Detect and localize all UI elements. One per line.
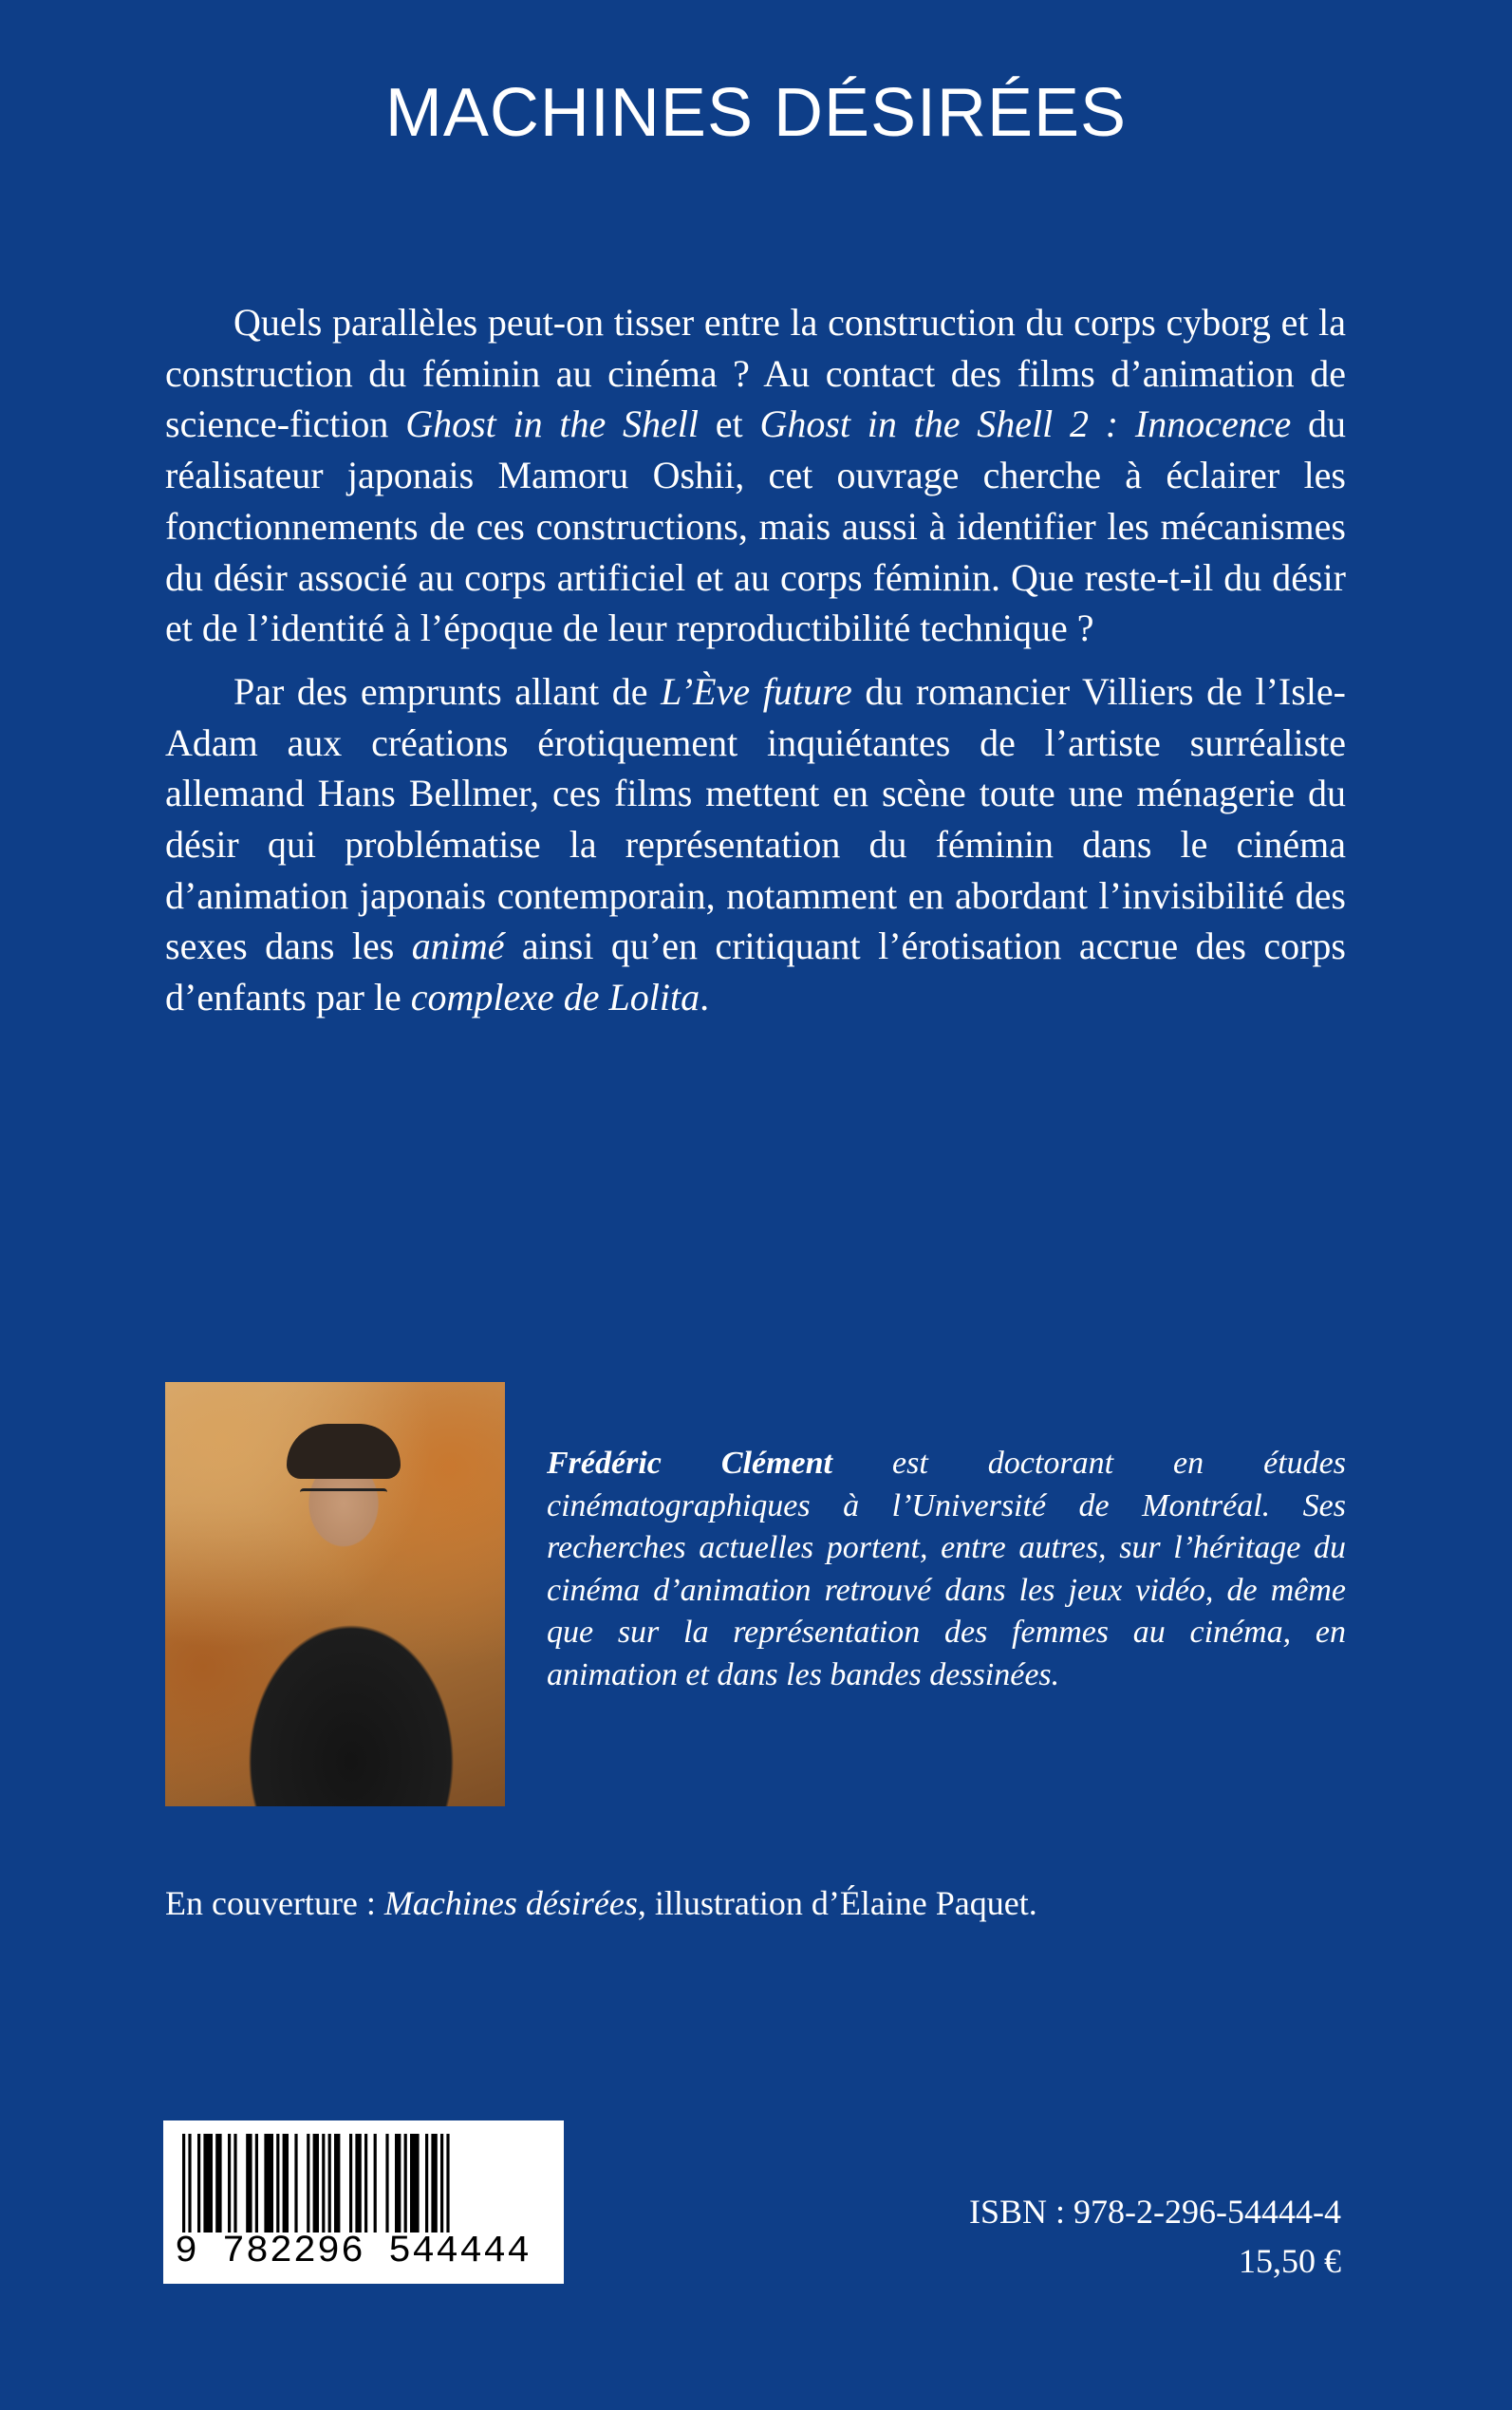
italic-run-3: Ghost in the Shell 2 : Innocence bbox=[759, 402, 1292, 446]
barcode-bar-11 bbox=[283, 2134, 289, 2233]
author-photo-hair bbox=[287, 1424, 401, 1479]
text-run-4: du réalisateur japonais Mamoru Oshii, cet ouvrage cherche à éclairer les fonctionnements de ces constructions, mais aussi à identifier les mécanismes du désir associé au corps artificiel et au corps féminin. Que reste-t-il du désir et de l’identité à l’époque de leur reproductibilité technique ? bbox=[165, 402, 1347, 650]
barcode-bar-3 bbox=[203, 2134, 213, 2233]
barcode-bar-28 bbox=[440, 2134, 443, 2233]
barcode-bar-23 bbox=[395, 2134, 401, 2233]
barcode-bar-10 bbox=[276, 2134, 279, 2233]
barcode-bar-18 bbox=[349, 2134, 352, 2233]
cover-credit-work: Machines désirées bbox=[383, 1884, 638, 1922]
text-run-2: du romancier Villiers de l’Isle-Adam aux créations érotiquement inquiétantes de l’artiste surréaliste allemand Hans Bellmer, ces films mettent en scène toute une ménagerie du désir qui problématise la représentation du féminin dans le cinéma d’animation japonais contemporain, notamment en abordant l’invisibilité des sexes dans les bbox=[165, 669, 1347, 968]
barcode-bar-15 bbox=[322, 2134, 325, 2233]
author-photo bbox=[165, 1382, 505, 1806]
cover-credit bbox=[165, 1882, 1037, 1924]
italic-run-3: animé bbox=[411, 925, 505, 968]
barcode-bar-12 bbox=[294, 2134, 297, 2233]
barcode-bar-16 bbox=[328, 2134, 331, 2233]
blurb-paragraph-2 bbox=[165, 666, 1346, 1023]
barcode-bar-8 bbox=[255, 2134, 258, 2233]
barcode-bar-2 bbox=[197, 2134, 200, 2233]
barcode-bar-14 bbox=[313, 2134, 319, 2233]
barcode-bar-24 bbox=[404, 2134, 407, 2233]
text-run-4: ainsi qu’en critiquant l’érotisation accrue des corps d’enfants par le bbox=[165, 925, 1346, 1019]
barcode-bar-19 bbox=[355, 2134, 361, 2233]
barcode-bar-17 bbox=[334, 2134, 340, 2233]
barcode-bars bbox=[182, 2134, 547, 2238]
barcode-bar-29 bbox=[446, 2134, 449, 2233]
italic-run-1: L’Ève future bbox=[661, 669, 852, 713]
barcode-bar-9 bbox=[264, 2134, 273, 2233]
barcode-bar-25 bbox=[410, 2134, 420, 2233]
author-bio bbox=[547, 1443, 1346, 1696]
text-run-2: et bbox=[699, 402, 760, 446]
isbn-block bbox=[969, 2187, 1341, 2286]
barcode-bar-6 bbox=[233, 2134, 236, 2233]
barcode-digits: 9 782296 544444 bbox=[175, 2231, 532, 2273]
barcode-bar-26 bbox=[425, 2134, 428, 2233]
blurb-paragraph-1 bbox=[165, 297, 1346, 654]
barcode-bar-22 bbox=[385, 2134, 388, 2233]
text-run-6: . bbox=[700, 976, 710, 1019]
barcode-bar-7 bbox=[246, 2134, 252, 2233]
author-name: Frédéric Clément bbox=[547, 1446, 832, 1481]
text-run-0: Par des emprunts allant de bbox=[233, 669, 662, 713]
barcode-bar-21 bbox=[374, 2134, 377, 2233]
cover-credit-prefix: En couverture : bbox=[165, 1884, 384, 1922]
text-run-0: Quels parallèles peut-on tisser entre la construction du corps cyborg et la construction du féminin au cinéma ? Au contact des films d’animation de science-fiction bbox=[165, 301, 1346, 446]
barcode-bar-4 bbox=[215, 2134, 221, 2233]
italic-run-5: complexe de Lolita bbox=[410, 976, 700, 1019]
cover-credit-suffix: , illustration d’Élaine Paquet. bbox=[637, 1884, 1037, 1922]
author-bio-text: est doctorant en études cinématographiques à l’Université de Montréal. Ses recherches actuelles portent, entre autres, sur l’héritage du cinéma d’animation retrouvé dans les jeux vidéo, de même que sur la représentation des femmes au cinéma, en animation et dans les bandes dessinées. bbox=[547, 1446, 1347, 1692]
barcode-bar-1 bbox=[188, 2134, 191, 2233]
barcode-bar-20 bbox=[364, 2134, 367, 2233]
barcode-bar-5 bbox=[228, 2134, 231, 2233]
author-photo-glasses bbox=[300, 1488, 387, 1510]
book-title: MACHINES DÉSIRÉES bbox=[384, 75, 1128, 151]
price: 15,50 € bbox=[1239, 2242, 1341, 2280]
isbn: ISBN : 978-2-296-54444-4 bbox=[969, 2193, 1341, 2231]
barcode-bar-27 bbox=[431, 2134, 437, 2233]
barcode-bar-13 bbox=[307, 2134, 309, 2233]
barcode bbox=[163, 2120, 564, 2284]
barcode-bar-0 bbox=[182, 2134, 185, 2233]
back-cover-blurb bbox=[165, 297, 1346, 1023]
italic-run-1: Ghost in the Shell bbox=[405, 402, 700, 446]
